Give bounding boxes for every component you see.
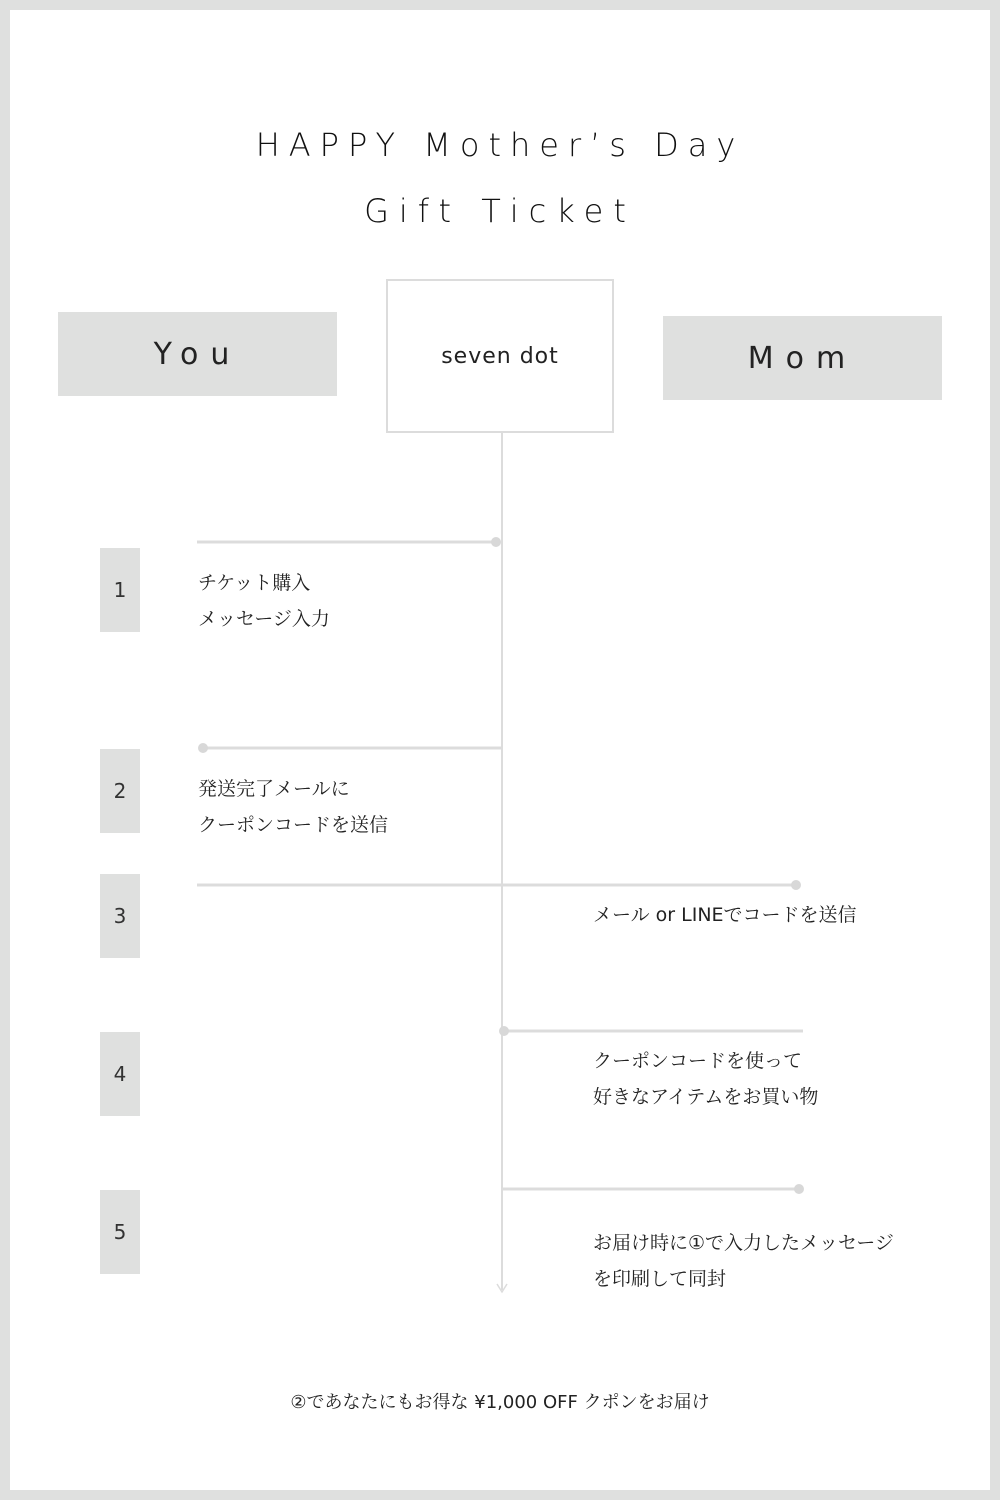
step5-line1: お届け時に①で入力したメッセージ bbox=[593, 1232, 894, 1254]
step5-dot bbox=[794, 1184, 804, 1194]
step3-text bbox=[593, 897, 857, 933]
step1-text bbox=[198, 565, 330, 637]
step2-dot bbox=[198, 743, 208, 753]
party-mom: Mom bbox=[663, 316, 942, 400]
step4-number: 4 bbox=[100, 1032, 140, 1116]
step4-line1: クーポンコードを使って bbox=[593, 1050, 803, 1072]
step4-line2: 好きなアイテムをお買い物 bbox=[593, 1086, 819, 1108]
step3-line1: メール or LINEでコードを送信 bbox=[593, 904, 857, 926]
step1-dot bbox=[491, 537, 501, 547]
step1-line2: メッセージ入力 bbox=[198, 608, 330, 630]
step5-line2: を印刷して同封 bbox=[593, 1268, 727, 1290]
title-sub: Gift Ticket bbox=[364, 192, 636, 230]
step2-line2: クーポンコードを送信 bbox=[198, 814, 389, 836]
party-shop: seven dot bbox=[386, 279, 614, 433]
step5-number: 5 bbox=[100, 1190, 140, 1274]
step2-line1: 発送完了メールに bbox=[198, 778, 350, 800]
step4-dot bbox=[499, 1026, 509, 1036]
step2-text bbox=[198, 771, 388, 843]
step5-text bbox=[593, 1225, 894, 1297]
step4-text bbox=[593, 1043, 818, 1115]
step1-line1: チケット購入 bbox=[198, 572, 311, 594]
party-you: You bbox=[58, 312, 337, 396]
footer-note: ②であなたにもお得な ¥1,000 OFF クポンをお届け bbox=[290, 1392, 710, 1413]
step3-number: 3 bbox=[100, 874, 140, 958]
step1-number: 1 bbox=[100, 548, 140, 632]
title-main: HAPPY Mother’s Day bbox=[255, 126, 745, 164]
step2-number: 2 bbox=[100, 749, 140, 833]
step3-dot bbox=[791, 880, 801, 890]
